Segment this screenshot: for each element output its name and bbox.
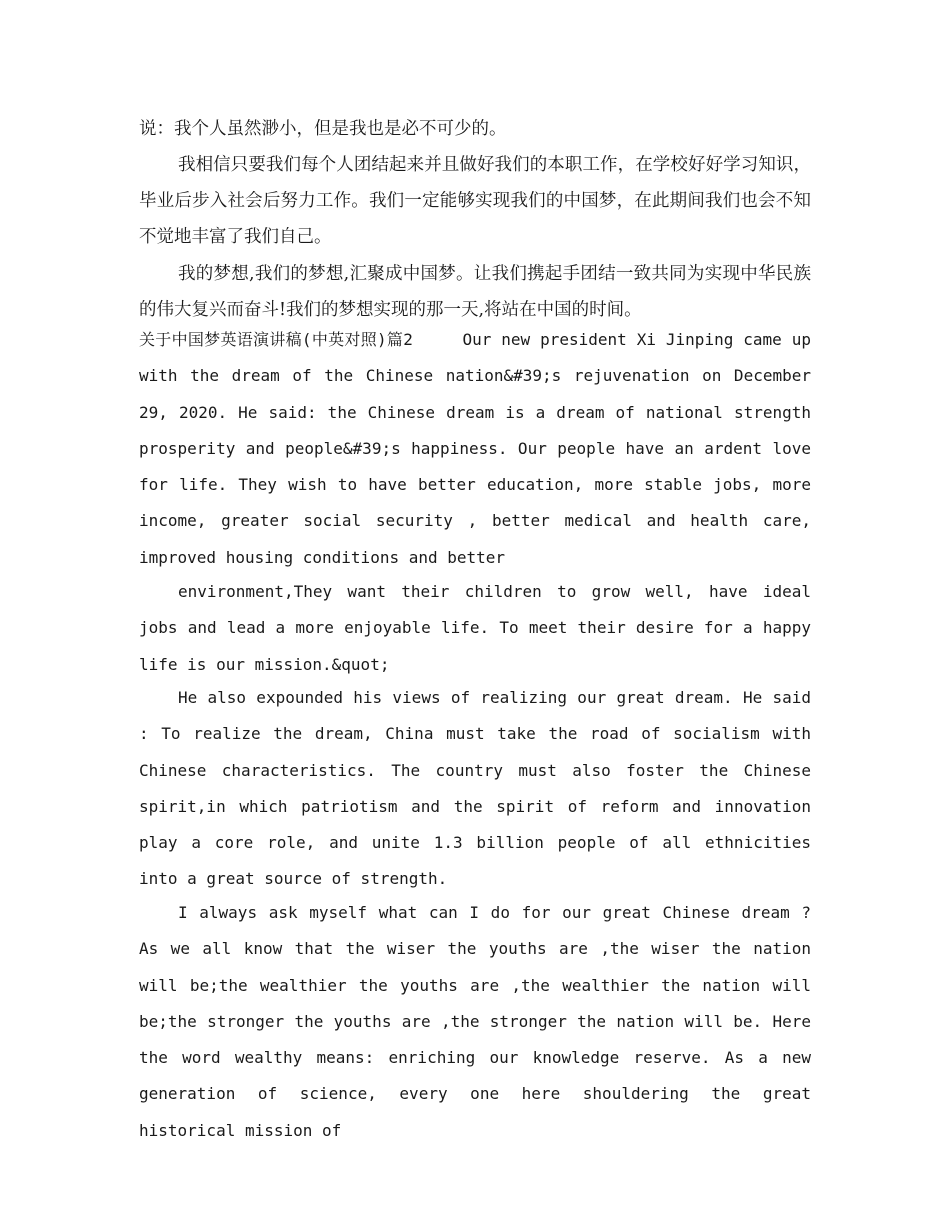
paragraph-unity: 我相信只要我们每个人团结起来并且做好我们的本职工作，在学校好好学习知识，毕业后步入社会后努力工作。我们一定能够实现我们的中国梦，在此期间我们也会不知不觉地丰富了我们自己。 [139,155,811,247]
paragraph-environment: environment,They want their children to grow well, have ideal jobs and lead a more enjoyable life. To meet their desire for a happy life is our mission.&quot; [139,582,811,674]
paragraph-youth: I always ask myself what can I do for our great Chinese dream ? As we all know that the wiser the youths are ,the wiser the nation will be;the wealthier the youths are ,the wealthier the nation will be;the stronger the youths are ,the stronger the nation will be. Here the word wealthy means: enriching our knowledge reserve. As a new generation of science, every one here shouldering the great historical mission of [139,903,811,1140]
paragraph-expounded-views: He also expounded his views of realizing our great dream. He said : To realize the dream, China must take the road of socialism with Chinese characteristics. The country must also foster the Chinese spirit,in which patriotism and the spirit of reform and innovation play a core role, and unite 1.3 billion people of all ethnicities into a great source of strength. [139,688,811,889]
paragraph-dream: 我的梦想,我们的梦想,汇聚成中国梦。让我们携起手团结一致共同为实现中华民族的伟大复兴而奋斗!我们的梦想实现的那一天,将站在中国的时间。 [139,264,811,320]
paragraph-continuation: 说：我个人虽然渺小，但是我也是必不可少的。 [139,119,507,139]
paragraph-section-heading-and-speech: 关于中国梦英语演讲稿(中英对照)篇2 Our new president Xi Jinping came up with the dream of the Chinese nation&#39;s rejuvenation on December 29, 2020. He said: the Chinese dream is a dream of national strength prosperity and people&#39;s happiness. Our people have an ardent love for life. They wish to have better education, more stable jobs, more income, greater social security , better medical and health care, improved housing conditions and better [139,330,811,567]
